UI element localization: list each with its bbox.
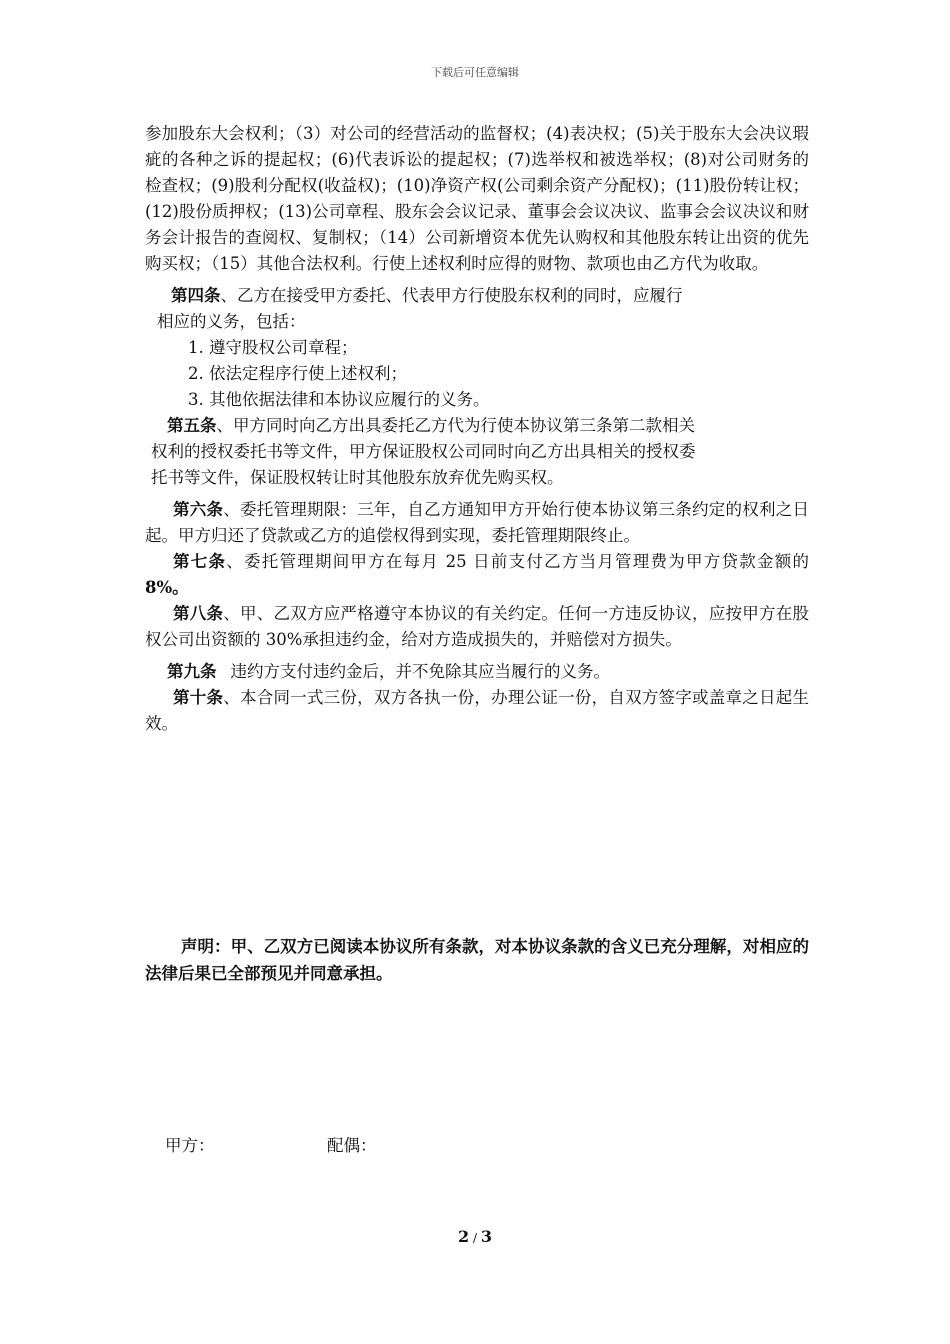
list-item: 3. 其他依据法律和本协议应履行的义务。	[188, 390, 490, 409]
article-6-text: 、委托管理期限：三年，自乙方通知甲方开始行使本协议第三条约定的权利之日起。甲方归还了贷款或乙方的追偿权得到实现，委托管理期限终止。	[145, 500, 810, 545]
page-number	[0, 1227, 950, 1246]
article-10-text: 、本合同一式三份，双方各执一份，办理公证一份，自双方签字或盖章之日起生效。	[145, 688, 810, 733]
page-header: 下载后可任意编辑	[431, 66, 519, 79]
list-item: 1. 遵守股权公司章程；	[188, 338, 358, 357]
article-10-title: 第十条	[173, 688, 224, 707]
page-separator: /	[469, 1231, 481, 1245]
list-item: 2. 依法定程序行使上述权利；	[188, 364, 407, 383]
party-a-label: 甲方：	[165, 1136, 215, 1155]
signature-block	[165, 1132, 377, 1156]
total-pages: 3	[480, 1227, 492, 1246]
article-8	[145, 601, 809, 653]
article-3-continuation: 参加股东大会权利；（3）对公司的经营活动的监督权；(4)表决权；(5)关于股东大会决议瑕疵的各种之诉的提起权；(6)代表诉讼的提起权；(7)选举权和被选举权；(8)对公司财务的检查权；(9)股利分配权(收益权)；(10)净资产权(公司剩余资产分配权)；(11)股份转让权；(12)股份质押权；(13)公司章程、股东会会议记录、董事会会议决议、监事会会议决议和财务会计报告的查阅权、复制权；（14）公司新增资本优先认购权和其他股东转让出资的优先购买权；（15）其他合法权利。行使上述权利时应得的财物、款项也由乙方代为收取。	[145, 124, 809, 273]
obligation-list	[145, 335, 809, 413]
document-body	[145, 121, 809, 737]
article-7-title: 第七条	[173, 552, 227, 571]
article-9-title: 第九条	[167, 662, 217, 681]
spouse-label: 配偶：	[327, 1136, 377, 1155]
article-9	[145, 659, 809, 685]
current-page: 2	[458, 1227, 470, 1246]
article-4-line2: 相应的义务，包括：	[157, 312, 306, 331]
article-6-title: 第六条	[173, 500, 224, 519]
article-6	[145, 497, 809, 549]
article-5	[145, 413, 809, 491]
article-10	[145, 685, 809, 737]
article-4	[145, 283, 809, 335]
declaration-statement: 声明：甲、乙双方已阅读本协议所有条款，对本协议条款的含义已充分理解，对相应的法律后果已全部预见并同意承担。	[145, 937, 809, 983]
article-5-line1: 、甲方同时向乙方出具委托乙方代为行使本协议第三条第二款相关	[216, 416, 695, 435]
article-4-title: 第四条	[171, 286, 221, 305]
article-7-text: 、委托管理期间甲方在每月 25 日前支付乙方当月管理费为甲方贷款金额的	[226, 552, 809, 571]
article-5-line2: 权利的授权委托书等文件，甲方保证股权公司同时向乙方出具相关的授权委	[151, 442, 696, 461]
article-9-text: 违约方支付违约金后，并不免除其应当履行的义务。	[230, 662, 610, 681]
article-8-title: 第八条	[173, 604, 224, 623]
article-4-line1: 、乙方在接受甲方委托、代表甲方行使股东权利的同时，应履行	[220, 286, 683, 305]
article-7	[145, 549, 809, 601]
article-5-title: 第五条	[167, 416, 217, 435]
article-8-text: 、甲、乙双方应严格遵守本协议的有关约定。任何一方违反协议，应按甲方在股权公司出资额的 30%承担违约金，给对方造成损失的，并赔偿对方损失。	[145, 604, 810, 649]
article-5-line3: 托书等文件，保证股权转让时其他股东放弃优先购买权。	[151, 468, 564, 487]
article-7-rate: 8%。	[145, 578, 189, 597]
